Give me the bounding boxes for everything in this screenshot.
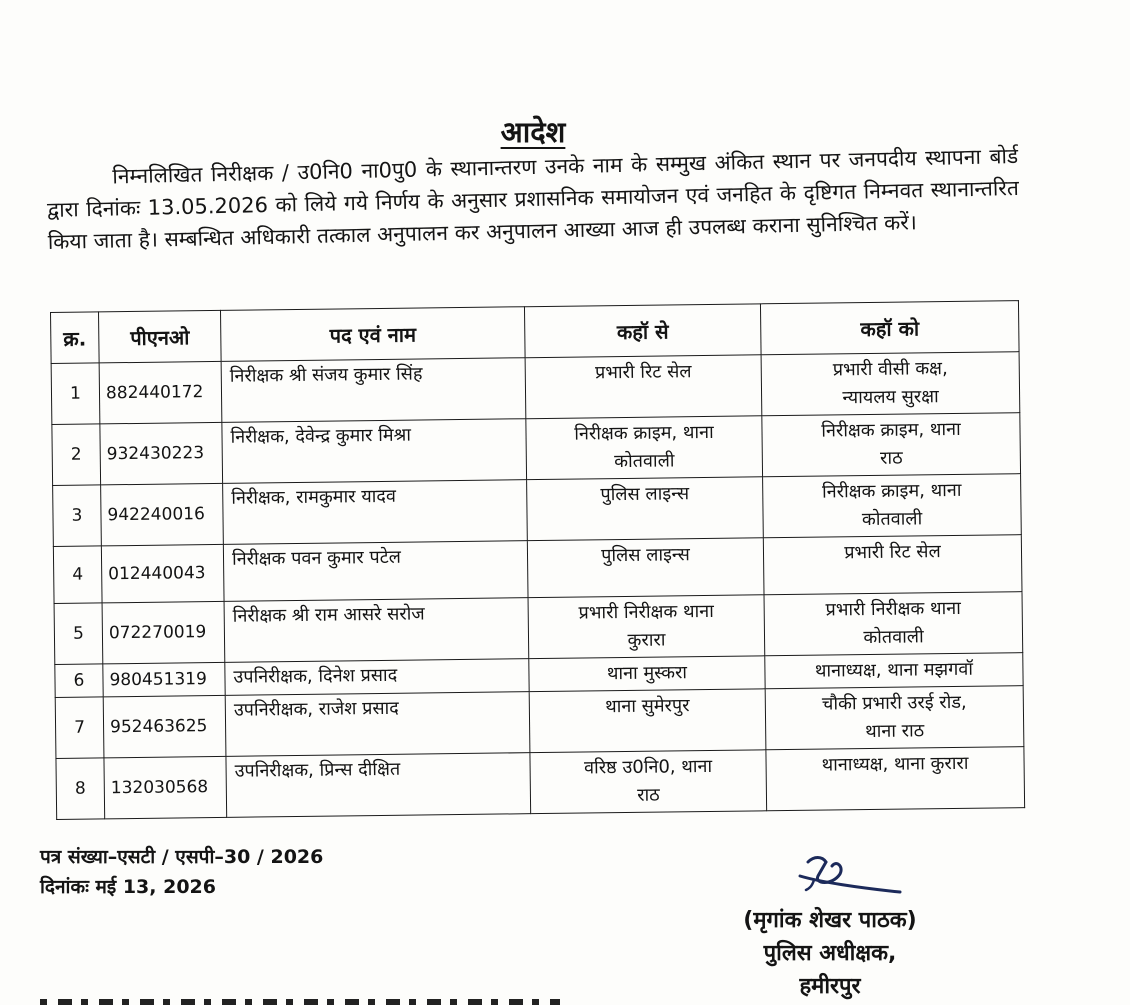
- to-cell: चौकी प्रभारी उरई रोड, थाना राठ: [765, 686, 1024, 750]
- pno-cell: 942240016: [101, 483, 224, 545]
- order-paragraph: [46, 140, 1020, 258]
- header-serial: क्र.: [51, 312, 100, 364]
- serial-cell: 8: [56, 758, 105, 820]
- name-cell: उपनिरीक्षक, प्रिन्स दीक्षित: [226, 753, 531, 818]
- serial-cell: 2: [52, 424, 101, 486]
- header-pno: पीएनओ: [99, 310, 222, 362]
- name-cell: उपनिरीक्षक, राजेश प्रसाद: [225, 692, 530, 757]
- name-cell: निरीक्षक, देवेन्द्र कुमार मिश्रा: [222, 419, 527, 484]
- name-cell: निरीक्षक श्री संजय कुमार सिंह: [221, 358, 526, 423]
- document-title: आदेश: [500, 115, 566, 149]
- to-cell: थानाध्यक्ष, थाना कुरारा: [766, 747, 1025, 811]
- serial-cell: 6: [55, 664, 103, 698]
- pno-cell: 072270019: [102, 601, 225, 663]
- pno-cell: 012440043: [101, 544, 224, 602]
- serial-cell: 1: [51, 363, 100, 425]
- letter-reference: [40, 842, 323, 902]
- from-cell: निरीक्षक क्राइम, थाना कोतवाली: [526, 416, 763, 480]
- name-cell: निरीक्षक पवन कुमार पटेल: [223, 541, 528, 602]
- letter-number: पत्र संख्या–एसटी / एसपी–30 / 2026: [40, 846, 324, 868]
- from-cell: थाना सुमेरपुर: [529, 689, 766, 753]
- signatory-block: [680, 904, 980, 1003]
- to-cell: प्रभारी निरीक्षक थाना कोतवाली: [764, 592, 1023, 656]
- to-cell: निरीक्षक क्राइम, थाना राठ: [762, 413, 1021, 477]
- name-cell: उपनिरीक्षक, दिनेश प्रसाद: [225, 659, 529, 696]
- from-cell: वरिष्ठ उ0नि0, थाना राठ: [530, 750, 767, 814]
- pno-cell: 132030568: [104, 756, 227, 818]
- from-cell: थाना मुस्करा: [529, 656, 765, 692]
- table-row: [56, 747, 1025, 820]
- pno-cell: 952463625: [103, 695, 226, 757]
- pno-cell: 932430223: [100, 422, 223, 484]
- header-to: कहॉ को: [760, 301, 1019, 355]
- signatory-designation: पुलिस अधीक्षक,: [763, 941, 897, 966]
- from-cell: प्रभारी निरीक्षक थाना कुरारा: [528, 595, 765, 659]
- to-cell: प्रभारी रिट सेल: [763, 535, 1022, 595]
- to-cell: थानाध्यक्ष, थाना मझगवॉ: [765, 653, 1023, 689]
- signatory-name: (मृगांक शेखर पाठक): [743, 908, 917, 933]
- name-cell: निरीक्षक, रामकुमार यादव: [223, 480, 528, 545]
- letter-date: दिनांकः मई 13, 2026: [40, 876, 216, 898]
- header-name: पद एवं नाम: [220, 307, 525, 362]
- header-from: कहॉ से: [524, 304, 761, 358]
- name-cell: निरीक्षक श्री राम आसरे सरोज: [224, 598, 529, 663]
- serial-cell: 5: [54, 603, 103, 665]
- order-paragraph-text: निम्नलिखित निरीक्षक / उ0नि0 ना0पु0 के स्थानान्तरण उनके नाम के सम्मुख अंकित स्थान पर जनपदीय स्थापना बोर्ड द्वारा दिनांकः 13.05.2026 को लिये गये निर्णय के अनुसार प्रशासनिक समायोजन एवं जनहित के दृष्टिगत निम्नवत स्थानान्तरित किया जाता है। सम्बन्धित अधिकारी तत्काल अनुपालन कर अनुपालन आख्या आज ही उपलब्ध कराना सुनिश्चित करें।: [46, 143, 1020, 254]
- pno-cell: 980451319: [103, 662, 225, 696]
- from-cell: पुलिस लाइन्स: [527, 538, 764, 598]
- from-cell: पुलिस लाइन्स: [527, 477, 764, 541]
- transfer-table: [50, 300, 1025, 820]
- serial-cell: 7: [55, 697, 104, 759]
- signature-mark: [690, 852, 980, 902]
- from-cell: प्रभारी रिट सेल: [525, 355, 762, 419]
- to-cell: निरीक्षक क्राइम, थाना कोतवाली: [763, 474, 1022, 538]
- serial-cell: 3: [53, 485, 102, 547]
- serial-cell: 4: [53, 546, 102, 604]
- signatory-district: हमीरपुर: [799, 974, 861, 999]
- cropped-text-line: [40, 997, 560, 1005]
- to-cell: प्रभारी वीसी कक्ष, न्यायलय सुरक्षा: [761, 352, 1020, 416]
- pno-cell: 882440172: [99, 361, 222, 423]
